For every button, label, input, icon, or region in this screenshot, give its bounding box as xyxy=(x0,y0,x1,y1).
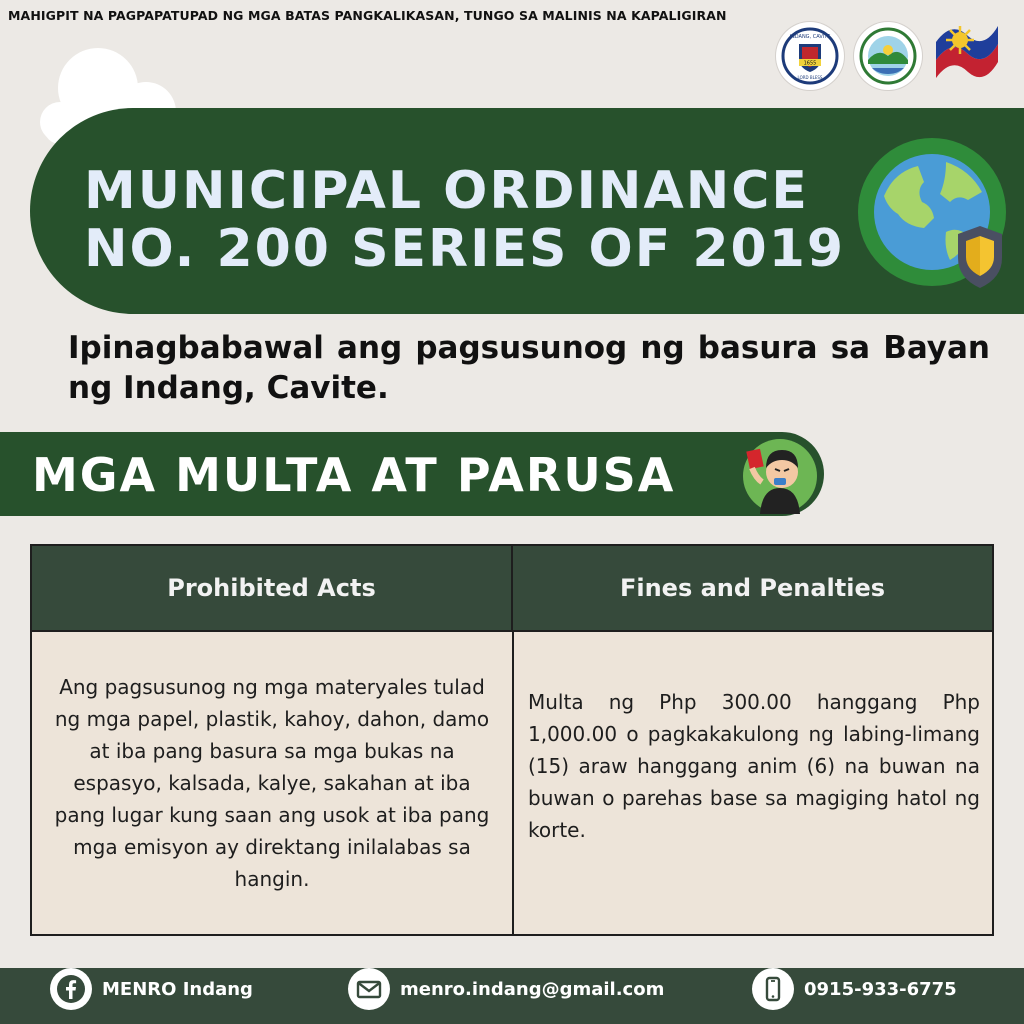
philippine-sun-flag-icon xyxy=(932,22,1000,90)
phone-icon xyxy=(752,968,794,1010)
header-fines-penalties: Fines and Penalties xyxy=(511,546,992,630)
referee-red-card-icon xyxy=(742,438,818,514)
facebook-icon xyxy=(50,968,92,1010)
phone-contact[interactable] xyxy=(752,968,957,1010)
globe-shield-icon xyxy=(856,136,1012,292)
table-row xyxy=(32,630,992,934)
penalty-heading: MGA MULTA AT PARUSA xyxy=(32,448,676,502)
header-prohibited-acts: Prohibited Acts xyxy=(167,574,376,602)
ordinance-title-line1: MUNICIPAL ORDINANCE xyxy=(84,161,809,221)
seal-bottom-text: LORD BLESS xyxy=(797,75,823,80)
ordinance-subtitle: Ipinagbabawal ang pagsusunog ng basura sa Bayan ng Indang, Cavite. xyxy=(68,330,990,406)
ordinance-title xyxy=(84,162,845,278)
email-contact[interactable] xyxy=(348,968,664,1010)
ordinance-title-line2: NO. 200 SERIES OF 2019 xyxy=(84,219,846,279)
indang-cavite-seal-icon xyxy=(776,22,844,90)
fines-penalties-cell: Multa ng Php 300.00 hanggang Php 1,000.00 o pagkakakulong ng labing-limang (15) araw hanggang anim (6) na buwan na buwan o parehas base sa magiging hatol ng korte. xyxy=(512,632,992,934)
email-icon xyxy=(348,968,390,1010)
seal-top-text: INDANG, CAVITE xyxy=(789,34,831,40)
facebook-label: MENRO Indang xyxy=(102,978,253,1000)
penalties-table xyxy=(30,544,994,936)
seal-year: 1655 xyxy=(803,60,817,67)
phone-label: 0915-933-6775 xyxy=(804,978,957,1000)
top-tagline: MAHIGPIT NA PAGPAPATUPAD NG MGA BATAS PANGKALIKASAN, TUNGO SA MALINIS NA KAPALIGIRAN xyxy=(8,8,727,23)
table-header-row xyxy=(32,546,992,630)
email-label: menro.indang@gmail.com xyxy=(400,978,665,1000)
seal-group xyxy=(776,22,1000,90)
menro-seal-icon xyxy=(854,22,922,90)
facebook-contact[interactable] xyxy=(50,968,253,1010)
prohibited-acts-cell: Ang pagsusunog ng mga materyales tulad ng mga papel, plastik, kahoy, dahon, damo at iba pang basura sa mga bukas na espasyo, kalsada, kalye, sakahan at iba pang lugar kung saan ang usok at iba pang mga emisyon ay direktang inilalabas sa hangin. xyxy=(54,675,490,891)
